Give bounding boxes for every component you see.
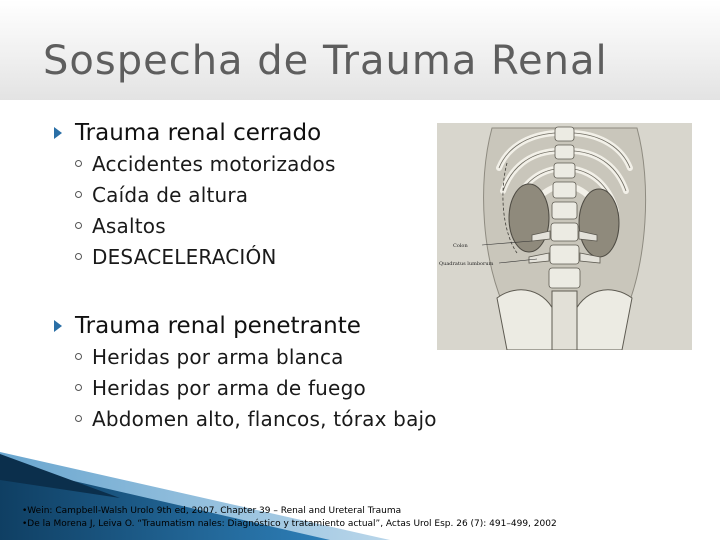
bullet-item [52, 403, 437, 434]
triangle-bullet-icon [54, 320, 62, 332]
reference-line: •Wein: Campbell-Walsh Urolo 9th ed, 2007. Chapter 39 – Renal and Ureteral Trauma [22, 506, 402, 516]
bullet-item [52, 148, 336, 179]
bullet-text: Heridas por arma de fuego [92, 375, 366, 400]
bullet-item [52, 210, 336, 241]
bullet-item [52, 341, 437, 372]
slide-title: Sospecha de Trauma Renal [43, 38, 608, 84]
bullet-item [52, 241, 336, 272]
section-heading: Trauma renal penetrante [75, 313, 361, 339]
section-heading: Trauma renal cerrado [75, 120, 322, 146]
figure-label-quadratus: Quadratus lumborum [439, 261, 494, 267]
ring-bullet-icon [75, 191, 82, 198]
kidney-anatomy-drawing [437, 123, 692, 350]
anatomy-illustration [437, 123, 692, 350]
reference-line: •De la Morena J, Leiva O. “Traumatism nales: Diagnóstico y tratamiento actual”, Actas Urol Esp. 26 (7): 491–499, 2002 [22, 519, 557, 529]
bullet-text: Heridas por arma blanca [92, 344, 344, 369]
section-blunt-trauma [52, 118, 336, 272]
triangle-bullet-icon [54, 127, 62, 139]
bullet-text: DESACELERACIÓN [92, 244, 277, 269]
ring-bullet-icon [75, 253, 82, 260]
bullet-text: Accidentes motorizados [92, 151, 336, 176]
bullet-text: Caída de altura [92, 182, 249, 207]
bullet-item [52, 179, 336, 210]
section-penetrating-trauma [52, 311, 437, 434]
figure-label-colon: Colon [453, 243, 468, 249]
ring-bullet-icon [75, 415, 82, 422]
ring-bullet-icon [75, 160, 82, 167]
bullet-text: Asaltos [92, 213, 166, 238]
ring-bullet-icon [75, 222, 82, 229]
ring-bullet-icon [75, 353, 82, 360]
references [22, 505, 557, 531]
bullet-item [52, 372, 437, 403]
bullet-level1 [52, 311, 437, 341]
bullet-text: Abdomen alto, flancos, tórax bajo [92, 406, 437, 431]
bullet-level1 [52, 118, 336, 148]
ring-bullet-icon [75, 384, 82, 391]
